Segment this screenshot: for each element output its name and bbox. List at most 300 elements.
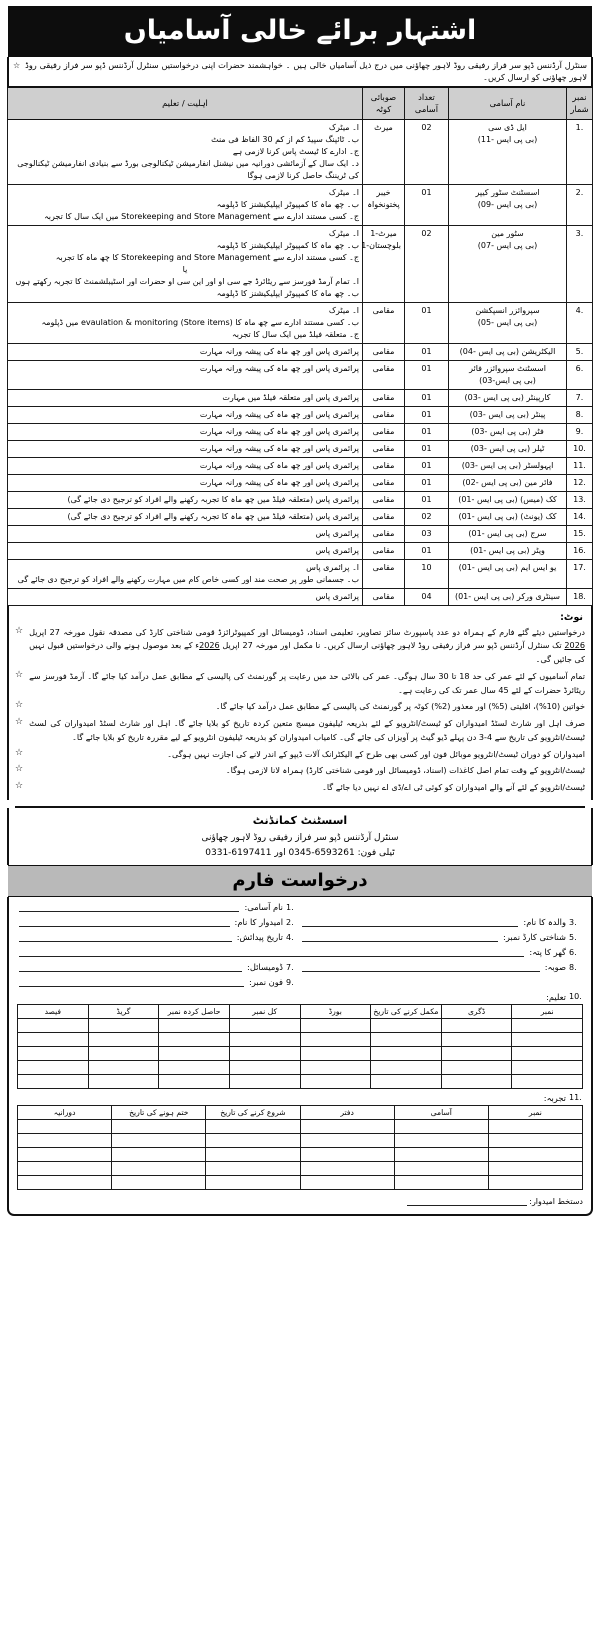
column-header: دفتر	[300, 1106, 394, 1120]
vacancy-education: پرائمری پاس اور چھ ماہ کی پیشہ ورانہ مہارت	[8, 360, 363, 389]
vacancy-post-name: ٹیلر (بی پی ایس -03)	[449, 440, 567, 457]
field-number: 5.	[569, 933, 577, 943]
vacancy-post-name: ویٹر (بی پی ایس -01)	[449, 542, 567, 559]
vacancy-row	[8, 343, 593, 360]
field-number: 4.	[286, 933, 294, 943]
blank-cell[interactable]	[112, 1120, 206, 1134]
vacancy-count: 01	[405, 360, 449, 389]
vacancy-post-name: یو ایس ایم (بی پی ایس -01)	[449, 559, 567, 588]
vacancy-serial: 5.	[567, 343, 593, 360]
column-header: کل نمبر	[229, 1005, 300, 1019]
form-row-4	[17, 947, 583, 957]
education-row	[18, 1047, 583, 1061]
field-label: صوبہ:	[544, 962, 566, 973]
vacancy-education: پرائمری پاس	[8, 588, 363, 605]
field-label: تجربہ:	[543, 1093, 566, 1104]
vacancy-table	[7, 86, 593, 606]
field-dob	[17, 932, 300, 942]
blank-cell[interactable]	[512, 1033, 583, 1047]
vacancy-post-name: سینٹری ورکر (بی پی ایس -01)	[449, 588, 567, 605]
vacancy-serial: 7.	[567, 389, 593, 406]
intro-text: سنٹرل آرڈننس ڈپو سر فراز رفیقی روڈ لاہور چھاؤنی میں درج ذیل آسامیاں خالی ہیں ۔ خواہشمند حضرات اپنی درخواستیں سنٹرل آرڈننس ڈپو سر فراز رفیقی روڈ لاہور چھاؤنی کو ارسال کریں۔	[25, 60, 587, 82]
experience-row	[18, 1162, 583, 1176]
vacancy-post-name: سرج (بی پی ایس -01)	[449, 525, 567, 542]
blank-cell[interactable]	[300, 1162, 394, 1176]
field-cnic	[300, 932, 583, 942]
vacancy-education: ا۔ پرائمری پاس ب۔ جسمانی طور پر صحت مند اور کسی خاص کام میں مہارت رکھنے والے افراد کو ترجیح دی جائے گی	[8, 559, 363, 588]
notes-list	[15, 626, 585, 795]
vacancy-table-body	[8, 119, 593, 605]
vacancy-education: پرائمری پاس اور چھ ماہ کی پیشہ ورانہ مہارت	[8, 423, 363, 440]
blank-cell[interactable]	[229, 1075, 300, 1089]
field-number: 2.	[286, 918, 294, 928]
vacancy-serial: 15.	[567, 525, 593, 542]
column-header: گریڈ	[88, 1005, 159, 1019]
vacancy-row	[8, 423, 593, 440]
column-header: ڈگری	[441, 1005, 512, 1019]
cnic-input[interactable]	[302, 933, 498, 942]
blank-cell[interactable]	[18, 1148, 112, 1162]
education-section-heading	[17, 992, 583, 1002]
blank-cell[interactable]	[88, 1061, 159, 1075]
vacancy-count: 01	[405, 423, 449, 440]
signatory-designation: اسسٹنٹ کمانڈنٹ	[252, 813, 348, 827]
note-item	[15, 748, 585, 762]
blank-cell[interactable]	[18, 1176, 112, 1190]
star-icon: ☆	[13, 61, 21, 71]
vacancy-serial: 9.	[567, 423, 593, 440]
vacancy-row	[8, 525, 593, 542]
note-item	[15, 700, 585, 714]
notes-section	[7, 606, 593, 800]
column-header: دورانیہ	[18, 1106, 112, 1120]
col-header-post: نام آسامی	[449, 87, 567, 119]
vacancy-serial: 2.	[567, 184, 593, 225]
vacancy-serial: 14.	[567, 508, 593, 525]
blank-cell[interactable]	[512, 1075, 583, 1089]
phone-input[interactable]	[19, 978, 244, 987]
vacancy-count: 01	[405, 542, 449, 559]
education-row	[18, 1019, 583, 1033]
column-header: بورڈ	[300, 1005, 371, 1019]
vacancy-education: ا۔ میٹرک ب۔ ٹائپنگ سپیڈ کم از کم 30 الفاظ فی منٹ ج۔ ادارے کا ٹیسٹ پاس کرنا لازمی ہے د۔ ایک سال کے آزمائشی دورانیہ میں نیشنل انفارمیشن ٹیکنالوجی بورڈ سے بنیادی انفارمیشن ٹیکنالوجی کی ٹریننگ حاصل کرنا لازمی ہوگا	[8, 119, 363, 184]
form-row-6	[17, 977, 583, 987]
blank-cell[interactable]	[441, 1061, 512, 1075]
vacancy-post-name: اپہولسٹر (بی پی ایس -03)	[449, 457, 567, 474]
blank-cell[interactable]	[159, 1061, 230, 1075]
vacancy-serial: 4.	[567, 302, 593, 343]
vacancy-quota: مقامی	[363, 474, 405, 491]
vacancy-row	[8, 491, 593, 508]
vacancy-quota: مقامی	[363, 588, 405, 605]
vacancy-quota: مقامی	[363, 343, 405, 360]
vacancy-education: پرائمری پاس اور متعلقہ فیلڈ میں مہارت	[8, 389, 363, 406]
blank-cell[interactable]	[88, 1019, 159, 1033]
column-header: فیصد	[18, 1005, 89, 1019]
vacancy-quota: مقامی	[363, 525, 405, 542]
vacancy-count: 01	[405, 457, 449, 474]
blank-cell[interactable]	[206, 1176, 300, 1190]
province-input[interactable]	[302, 963, 540, 972]
vacancy-row	[8, 474, 593, 491]
field-label: ڈومیسائل:	[247, 962, 283, 973]
form-row-1	[17, 902, 583, 912]
field-number: 7.	[286, 963, 294, 973]
vacancy-post-name: ایل ڈی سی (بی پی ایس -11)	[449, 119, 567, 184]
vacancy-row	[8, 542, 593, 559]
education-table-body	[18, 1019, 583, 1089]
form-row-5	[17, 962, 583, 972]
vacancy-row	[8, 184, 593, 225]
star-icon: ☆	[15, 625, 24, 636]
page-title-band	[8, 6, 592, 57]
blank-cell[interactable]	[206, 1148, 300, 1162]
vacancy-count: 02	[405, 119, 449, 184]
education-row	[18, 1033, 583, 1047]
vacancy-row	[8, 508, 593, 525]
note-text: تمام آسامیوں کے لئے عمر کی حد 18 تا 30 سال ہوگی۔ عمر کی بالائی حد میں رعایت پر گورنمنٹ کی پالیسی کے مطابق عمل درآمد کیا جائے گا۔ آرمڈ فورسز سے ریٹائرڈ حضرات کے لئے 45 سال عمر تک کی رعایت ہے۔	[29, 670, 585, 695]
blank-cell[interactable]	[88, 1033, 159, 1047]
vacancy-quota: مقامی	[363, 559, 405, 588]
vacancy-table-header-row	[8, 87, 593, 119]
dob-input[interactable]	[19, 933, 232, 942]
vacancy-education: پرائمری پاس	[8, 525, 363, 542]
field-number: 6.	[569, 948, 577, 958]
field-label: نام آسامی:	[244, 902, 283, 913]
vacancy-serial: 1.	[567, 119, 593, 184]
blank-cell[interactable]	[394, 1120, 488, 1134]
vacancy-row	[8, 360, 593, 389]
note-text: صرف اہل اور شارٹ لسٹڈ امیدواران کو ٹیسٹ/انٹرویو کے لئے بذریعہ ٹیلیفون میسج متعین کردہ تاریخ کو بلایا جائے گا۔ اہل اور شارٹ لسٹڈ امیدواران کی لسٹ ٹیسٹ/انٹرویو کی تاریخ سے 4-3 دن پہلے ڈیو گیٹ پر آویزاں کی جائے گی۔ کامیاب امیدواران کو بذریعہ ٹیلیفون انٹرویو کے لیے مقررہ تاریخ کو بلایا جائے گا۔	[29, 718, 585, 742]
experience-section-heading	[17, 1093, 583, 1103]
vacancy-education: پرائمری پاس (متعلقہ فیلڈ میں چھ ماہ کا تجربہ رکھنے والے افراد کو ترجیح دی جائے گی)	[8, 491, 363, 508]
blank-cell[interactable]	[300, 1047, 371, 1061]
column-header: نمبر	[512, 1005, 583, 1019]
note-text: درخواستیں دیئے گئے فارم کے ہمراہ دو عدد پاسپورٹ سائز تصاویر، تعلیمی اسناد، ڈومیسائل اور کمپیوٹرائزڈ قومی شناختی کارڈ کی مصدقہ نقول مورخہ 27 اپریل 2026 تک سنٹرل آرڈننس ڈپو سر فراز رفیقی روڈ لاہور چھاؤنی ارسال کریں۔ نا مکمل اور مورخہ 27 اپریل 2026ء کے بعد موصول ہونے والی درخواستیں قبول نہیں کی جائیں گی۔	[29, 626, 585, 665]
blank-cell[interactable]	[88, 1075, 159, 1089]
vacancy-quota: میرٹ	[363, 119, 405, 184]
note-text: خواتین (10%)، اقلیتی (5%) اور معذور (2%) کوٹہ پر گورنمنٹ کی پالیسی کے مطابق عمل درآمد کیا جائے گا۔	[215, 701, 585, 712]
vacancy-serial: 13.	[567, 491, 593, 508]
vacancy-count: 04	[405, 588, 449, 605]
blank-cell[interactable]	[441, 1075, 512, 1089]
vacancy-quota: مقامی	[363, 360, 405, 389]
blank-cell[interactable]	[300, 1176, 394, 1190]
intro-row	[7, 57, 593, 86]
domicile-input[interactable]	[19, 963, 242, 972]
vacancy-count: 02	[405, 225, 449, 302]
application-form-band	[8, 865, 592, 897]
candidate-signature-label: دستخط امیدوار:	[529, 1197, 583, 1207]
blank-cell[interactable]	[18, 1162, 112, 1176]
vacancy-education: پرائمری پاس	[8, 542, 363, 559]
notes-heading: نوٹ:	[560, 611, 583, 623]
column-header: حاصل کردہ نمبر	[159, 1005, 230, 1019]
form-row-3	[17, 932, 583, 942]
blank-cell[interactable]	[371, 1061, 442, 1075]
blank-cell[interactable]	[441, 1019, 512, 1033]
experience-row	[18, 1134, 583, 1148]
field-home-address	[17, 947, 583, 957]
application-form-body	[7, 897, 593, 1216]
blank-cell[interactable]	[88, 1047, 159, 1061]
note-text: ٹیسٹ/انٹرویو کے لئے آنے والے امیدواران کو کوئی ٹی اے/ڈی اے نہیں دیا جائے گا۔	[322, 782, 585, 793]
blank-cell[interactable]	[394, 1134, 488, 1148]
vacancy-post-name: اسسٹنٹ سپروائزر فائر (بی پی ایس-03)	[449, 360, 567, 389]
col-header-sr: نمبر شمار	[567, 87, 593, 119]
vacancy-post-name: فائر مین (بی پی ایس -02)	[449, 474, 567, 491]
field-mother-name	[300, 917, 583, 927]
vacancy-row	[8, 302, 593, 343]
col-header-count: تعداد آسامی	[405, 87, 449, 119]
vacancy-count: 02	[405, 508, 449, 525]
phone-conjunction: اور	[274, 847, 286, 858]
vacancy-serial: 12.	[567, 474, 593, 491]
blank-cell[interactable]	[371, 1033, 442, 1047]
experience-table-header-row	[18, 1106, 583, 1120]
vacancy-row	[8, 389, 593, 406]
vacancy-education: ا۔ میٹرک ب۔ چھ ماہ کا کمپیوٹر ایپلیکیشنز کا ڈپلومہ ج۔ کسی مستند ادارے سے Storekeeping and Store Management میں ایک سال کا تجربہ	[8, 184, 363, 225]
vacancy-post-name: کک (میس) (بی پی ایس -01)	[449, 491, 567, 508]
blank-cell[interactable]	[394, 1162, 488, 1176]
vacancy-count: 01	[405, 491, 449, 508]
blank-cell[interactable]	[18, 1019, 89, 1033]
note-text: ٹیسٹ/انٹرویو کے وقت تمام اصل کاغذات (اسناد، ڈومیسائل اور قومی شناختی کارڈ) ہمراہ لانا لازمی ہوگا۔	[225, 765, 585, 776]
vacancy-quota: مقامی	[363, 542, 405, 559]
star-icon: ☆	[15, 781, 24, 792]
star-icon: ☆	[15, 669, 24, 680]
home-address-input[interactable]	[19, 948, 524, 957]
vacancy-post-name: اسسٹنٹ سٹور کیپر (بی پی ایس -09)	[449, 184, 567, 225]
phone-label: ٹیلی فون:	[357, 847, 395, 858]
blank-cell[interactable]	[18, 1061, 89, 1075]
education-row	[18, 1061, 583, 1075]
application-form-title: درخواست فارم	[232, 870, 368, 892]
note-item	[15, 670, 585, 698]
vacancy-serial: 3.	[567, 225, 593, 302]
vacancy-post-name: کک (یونٹ) (بی پی ایس -01)	[449, 508, 567, 525]
experience-row	[18, 1176, 583, 1190]
phone-number-2: 0331-6197411	[205, 847, 272, 858]
education-table-header-row	[18, 1005, 583, 1019]
contact-phones	[9, 846, 591, 861]
blank-cell[interactable]	[229, 1061, 300, 1075]
blank-cell[interactable]	[488, 1134, 582, 1148]
field-number: 9.	[286, 978, 294, 988]
column-header: ختم ہونے کی تاریخ	[112, 1106, 206, 1120]
vacancy-row	[8, 406, 593, 423]
vacancy-education: ا۔ میٹرک ب۔ کسی مستند ادارے سے چھ ماہ کا evaulation & monitoring (Store items) میں ڈپلومہ ج۔ متعلقہ فیلڈ میں ایک سال کا تجربہ	[8, 302, 363, 343]
vacancy-post-name: پینٹر (بی پی ایس -03)	[449, 406, 567, 423]
education-table	[17, 1004, 583, 1089]
phone-number-1: 0345-6593261	[288, 847, 355, 858]
education-row	[18, 1075, 583, 1089]
blank-cell[interactable]	[112, 1162, 206, 1176]
vacancy-post-name: کارپینٹر (بی پی ایس -03)	[449, 389, 567, 406]
field-domicile	[17, 962, 300, 972]
vacancy-quota: مقامی	[363, 302, 405, 343]
blank-cell[interactable]	[18, 1047, 89, 1061]
blank-cell[interactable]	[159, 1047, 230, 1061]
field-number: 8.	[569, 963, 577, 973]
vacancy-quota: میرٹ-1 بلوچستان-1	[363, 225, 405, 302]
experience-table	[17, 1105, 583, 1190]
blank-cell[interactable]	[441, 1047, 512, 1061]
vacancy-post-name: فٹر (بی پی ایس -03)	[449, 423, 567, 440]
experience-row	[18, 1148, 583, 1162]
blank-cell[interactable]	[488, 1120, 582, 1134]
vacancy-serial: 17.	[567, 559, 593, 588]
page-title: اشتہار برائے خالی آسامیاں	[123, 15, 477, 46]
blank-cell[interactable]	[300, 1019, 371, 1033]
vacancy-quota: مقامی	[363, 491, 405, 508]
field-label: گھر کا پتہ:	[529, 947, 566, 958]
vacancy-serial: 8.	[567, 406, 593, 423]
blank-cell[interactable]	[229, 1033, 300, 1047]
signatory-office: سنٹرل آرڈننس ڈپو سر فراز رفیقی روڈ لاہور چھاؤنی	[201, 832, 399, 843]
field-label: تعلیم:	[546, 992, 566, 1003]
vacancy-education: پرائمری پاس اور چھ ماہ کی پیشہ ورانہ مہارت	[8, 343, 363, 360]
note-text: امیدواران کو دوران ٹیسٹ/انٹرویو موبائل فون اور کسی بھی طرح کے الیکٹرانک آلات ڈیپو کے اندر لانے کی اجازت نہیں ہوگی۔	[167, 748, 585, 759]
blank-cell[interactable]	[488, 1176, 582, 1190]
vacancy-education: ا۔ میٹرک ب۔ چھ ماہ کا کمپیوٹر ایپلیکیشنز کا ڈپلومہ ج۔ کسی مستند ادارے سے Storekeeping and Store Management کا چھ ماہ کا تجربہ یا ا۔ تمام آرمڈ فورسز سے ریٹائرڈ جے سی او اور این سی او حضرات اور اسٹیبلشمنٹ کا تجربہ رکھتے ہوں ب۔ چھ ماہ کا کمپیوٹر ایپلیکیشنز کا ڈپلومہ	[8, 225, 363, 302]
blank-cell[interactable]	[394, 1148, 488, 1162]
col-header-quota: صوبائی کوٹہ	[363, 87, 405, 119]
vacancy-count: 10	[405, 559, 449, 588]
blank-cell[interactable]	[488, 1162, 582, 1176]
vacancy-count: 01	[405, 184, 449, 225]
blank-cell[interactable]	[229, 1047, 300, 1061]
vacancy-education: پرائمری پاس اور چھ ماہ کی پیشہ ورانہ مہارت	[8, 440, 363, 457]
blank-cell[interactable]	[300, 1120, 394, 1134]
vacancy-education: پرائمری پاس اور چھ ماہ کی پیشہ ورانہ مہارت	[8, 406, 363, 423]
vacancy-quota: مقامی	[363, 457, 405, 474]
note-item	[15, 781, 585, 795]
field-number: 1.	[286, 903, 294, 913]
blank-cell[interactable]	[229, 1019, 300, 1033]
vacancy-count: 01	[405, 440, 449, 457]
field-candidate-name	[17, 917, 300, 927]
vacancy-serial: 18.	[567, 588, 593, 605]
star-icon: ☆	[15, 764, 24, 775]
post-name-input[interactable]	[19, 903, 239, 912]
field-province	[300, 962, 583, 972]
blank-cell[interactable]	[300, 1148, 394, 1162]
blank-cell[interactable]	[371, 1019, 442, 1033]
candidate-name-input[interactable]	[19, 918, 230, 927]
blank-cell[interactable]	[512, 1047, 583, 1061]
column-header: نمبر	[488, 1106, 582, 1120]
blank-cell[interactable]	[18, 1120, 112, 1134]
field-label: والدہ کا نام:	[523, 917, 566, 928]
vacancy-row	[8, 588, 593, 605]
note-item	[15, 717, 585, 745]
vacancy-count: 01	[405, 302, 449, 343]
vacancy-post-name: سپروائزر انسپکشن (بی پی ایس -05)	[449, 302, 567, 343]
blank-cell[interactable]	[488, 1148, 582, 1162]
vacancy-count: 01	[405, 389, 449, 406]
vacancy-serial: 11.	[567, 457, 593, 474]
vacancy-quota: مقامی	[363, 389, 405, 406]
blank-cell[interactable]	[159, 1019, 230, 1033]
blank-cell[interactable]	[300, 1075, 371, 1089]
note-item	[15, 626, 585, 667]
star-icon: ☆	[15, 747, 24, 758]
field-number: 10.	[569, 992, 582, 1002]
field-label: شناختی کارڈ نمبر:	[503, 932, 566, 943]
vacancy-post-name: سٹور مین (بی پی ایس -07)	[449, 225, 567, 302]
field-label: امیدوار کا نام:	[234, 917, 283, 928]
blank-cell[interactable]	[18, 1033, 89, 1047]
vacancy-row	[8, 440, 593, 457]
blank-cell[interactable]	[112, 1134, 206, 1148]
vacancy-count: 03	[405, 525, 449, 542]
vacancy-quota: خیبر پختونخواہ	[363, 184, 405, 225]
candidate-signature-row	[17, 1197, 583, 1206]
field-number: 11.	[569, 1093, 582, 1103]
field-label: فون نمبر:	[249, 977, 283, 988]
vacancy-count: 01	[405, 474, 449, 491]
blank-cell[interactable]	[300, 1033, 371, 1047]
mother-name-input[interactable]	[302, 918, 518, 927]
vacancy-serial: 10.	[567, 440, 593, 457]
vacancy-education: پرائمری پاس اور چھ ماہ کی پیشہ ورانہ مہارت	[8, 457, 363, 474]
blank-cell[interactable]	[300, 1134, 394, 1148]
vacancy-row	[8, 119, 593, 184]
star-icon: ☆	[15, 700, 24, 711]
vacancy-post-name: الیکٹریشن (بی پی ایس -04)	[449, 343, 567, 360]
blank-cell[interactable]	[206, 1120, 300, 1134]
field-label: تاریخ پیدائش:	[236, 932, 283, 943]
blank-cell[interactable]	[206, 1162, 300, 1176]
blank-cell[interactable]	[441, 1033, 512, 1047]
column-header: مکمل کرنے کی تاریخ	[371, 1005, 442, 1019]
blank-cell[interactable]	[371, 1047, 442, 1061]
blank-cell[interactable]	[112, 1176, 206, 1190]
blank-cell[interactable]	[159, 1033, 230, 1047]
vacancy-count: 01	[405, 343, 449, 360]
vacancy-row	[8, 457, 593, 474]
candidate-signature-input[interactable]	[407, 1197, 527, 1206]
vacancy-serial: 6.	[567, 360, 593, 389]
field-phone	[17, 977, 300, 987]
vacancy-education: پرائمری پاس اور چھ ماہ کی پیشہ ورانہ مہارت	[8, 474, 363, 491]
column-header: شروع کرنے کی تاریخ	[206, 1106, 300, 1120]
vacancy-education: پرائمری پاس (متعلقہ فیلڈ میں چھ ماہ کا تجربہ رکھنے والے افراد کو ترجیح دی جائے گی)	[8, 508, 363, 525]
experience-row	[18, 1120, 583, 1134]
blank-cell[interactable]	[512, 1061, 583, 1075]
blank-cell[interactable]	[394, 1176, 488, 1190]
vacancy-serial: 16.	[567, 542, 593, 559]
vacancy-quota: مقامی	[363, 406, 405, 423]
blank-cell[interactable]	[371, 1075, 442, 1089]
blank-cell[interactable]	[18, 1134, 112, 1148]
blank-cell[interactable]	[18, 1075, 89, 1089]
vacancy-row	[8, 559, 593, 588]
vacancy-quota: مقامی	[363, 423, 405, 440]
col-header-education: اہلیت / تعلیم	[8, 87, 363, 119]
blank-cell[interactable]	[159, 1075, 230, 1089]
form-row-2	[17, 917, 583, 927]
note-item	[15, 764, 585, 778]
blank-cell[interactable]	[206, 1134, 300, 1148]
blank-cell[interactable]	[300, 1061, 371, 1075]
field-post-name	[17, 902, 300, 912]
experience-table-body	[18, 1120, 583, 1190]
blank-cell[interactable]	[112, 1148, 206, 1162]
blank-cell[interactable]	[512, 1019, 583, 1033]
vacancy-count: 01	[405, 406, 449, 423]
